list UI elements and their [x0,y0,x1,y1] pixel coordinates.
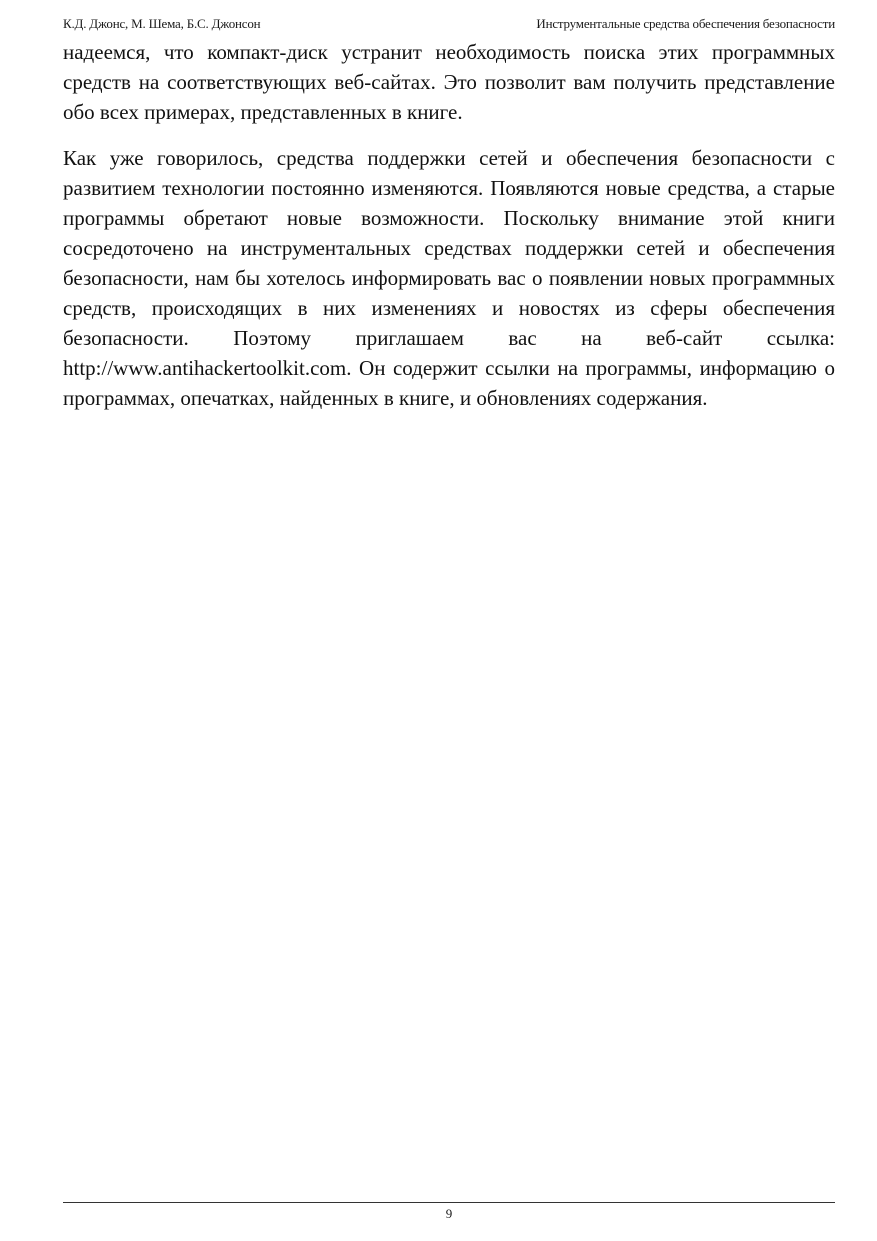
footer-divider [63,1202,835,1203]
header-authors: К.Д. Джонс, М. Шема, Б.С. Джонсон [63,16,261,31]
page-body [63,37,835,413]
running-header [63,16,835,36]
body-paragraph: Как уже говорилось, средства поддержки сетей и обеспечения безопасности с развитием технологии постоянно изменяются. Появляются новые средства, а старые программы обретают новые возможности. Поскольку внимание этой книги сосредоточено на инструментальных средствах поддержки сетей и обеспечения безопасности, нам бы хотелось информировать вас о появлении новых программных средств, происходящих в них изменениях и новостях из сферы обеспечения безопасности. Поэтому приглашаем вас на веб-сайт ссылка: http://www.antihackertoolkit.com. Он содержит ссылки на программы, информацию о программах, опечатках, найденных в книге, и обновлениях содержания. [63,146,835,410]
header-book-title: Инструментальные средства обеспечения безопасности [536,16,835,31]
body-paragraph: надеемся, что компакт-диск устранит необходимость поиска этих программных средств на соответствующих веб-сайтах. Это позволит вам получить представление обо всех примерах, представленных в книге. [63,40,835,124]
page-number: 9 [445,1206,453,1221]
